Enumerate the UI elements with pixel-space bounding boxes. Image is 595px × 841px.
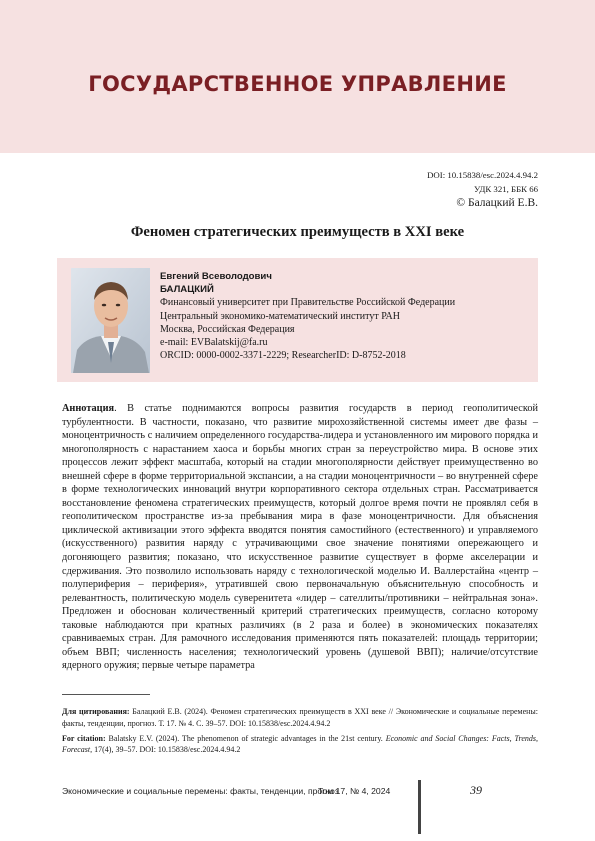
footer-volume: Том 17, № 4, 2024 (318, 786, 391, 796)
author-info-box (57, 258, 538, 382)
author-details (160, 270, 455, 362)
author-photo (71, 268, 150, 373)
abstract (62, 402, 538, 673)
section-title: ГОСУДАРСТВЕННОЕ УПРАВЛЕНИЕ (88, 72, 507, 96)
citation-block (62, 706, 538, 756)
abstract-text: . В статье поднимаются вопросы развития государств в период геополитической турбулентности. В частности, показано, что развитие мирохозяйственной системы имеет две фазы – моноцентричность с наличием определенного государства-лидера и установленного им мирового порядка и многополярность с нарастанием хаоса и борьбы многих стран за переустройство мира. В основе этих процессов лежит эффект масштаба, который на стадии многополярности действует преимущественно во внешней сфере в форме территориальной экспансии, а на стадии моноцентричности – во внутренней сфере в форме технологических инноваций внутри корпоративного сектора отдельных стран. Рассматривается восстановление феномена стратегических преимуществ, который долгое время почти не проявлял себя в геополитическом пространстве из-за пребывания мира в фазе моноцентричности. Для объяснения циклической активизации этого эффекта вводятся понятия самостийного (естественного) и управляемого (искусственного) развития наряду с утрачивающими свое значение понятиями опережающего и догоняющего развития; показано, что искусственное развитие существует в форме акселерации и сдерживания. Это позволило использовать наряду с технологической моделью И. Валлерстайна «центр – полупериферия – периферия», утратившей свою первоначальную объяснительную способность и релевантность, политическую модель суверенитета «лидер – сателлиты/противники – нейтральная зона». Предложен и обоснован количественный критерий стратегических преимуществ, согласно которому таковые наблюдаются при кратных различиях (в 2 раза и более) в экономических показателях сравниваемых стран. Для рамочного исследования применяются пять показателей: площадь территории; объем ВВП; численность населения; технологический уровень (душевой ВВП); наличие/отсутствие ядерного оружия; первые четыре параметра (62, 403, 538, 672)
citation-en-label: For citation: (62, 733, 106, 743)
author-affiliation-2: Центральный экономико-математический институт РАН (160, 310, 400, 322)
doi[interactable]: DOI: 10.15838/esc.2024.4.94.2 (427, 170, 538, 180)
section-banner (0, 0, 595, 153)
author-affiliation-1: Финансовый университет при Правительстве Российской Федерации (160, 297, 456, 309)
citation-en-journal: Economic and Social Changes: Facts, Trends, Forecast (62, 733, 538, 755)
author-city: Москва, Российская Федерация (160, 323, 295, 335)
author-email[interactable]: e-mail: EVBalatskij@fa.ru (160, 337, 268, 349)
article-title: Феномен стратегических преимуществ в XXI веке (130, 224, 465, 240)
author-surname: БАЛАЦКИЙ (160, 284, 214, 296)
copyright: © Балацкий Е.В. (456, 197, 538, 209)
citation-ru (62, 706, 538, 730)
citation-en (62, 733, 538, 757)
citation-en-tail: , 17(4), 39–57. DOI: 10.15838/esc.2024.4.94.2 (90, 745, 241, 755)
author-first-names: Евгений Всеволодович (160, 271, 272, 282)
citation-ru-label: Для цитирования: (62, 707, 130, 716)
udk-bbk: УДК 321, ББК 66 (474, 184, 538, 194)
page-number: 39 (470, 783, 482, 797)
footnote-divider (62, 694, 150, 695)
citation-en-text: Balatsky E.V. (2024). The phenomenon of strategic advantages in the 21st century. (105, 733, 386, 743)
footer-journal: Экономические и социальные перемены: факты, тенденции, прогноз (62, 786, 339, 796)
author-ids: ORCID: 0000-0002-3371-2229; ResearcherID: D-8752-2018 (160, 350, 406, 362)
citation-ru-text: Балацкий Е.В. (2024). Феномен стратегических преимуществ в XXI веке // Экономические и социальные перемены: факты, тенденции, прогноз. Т. 17. № 4. С. 39–57. DOI: 10.15838/esc.2024.4.94.2 (62, 707, 538, 728)
footer-divider (418, 780, 421, 834)
abstract-label: Аннотация (62, 403, 115, 414)
